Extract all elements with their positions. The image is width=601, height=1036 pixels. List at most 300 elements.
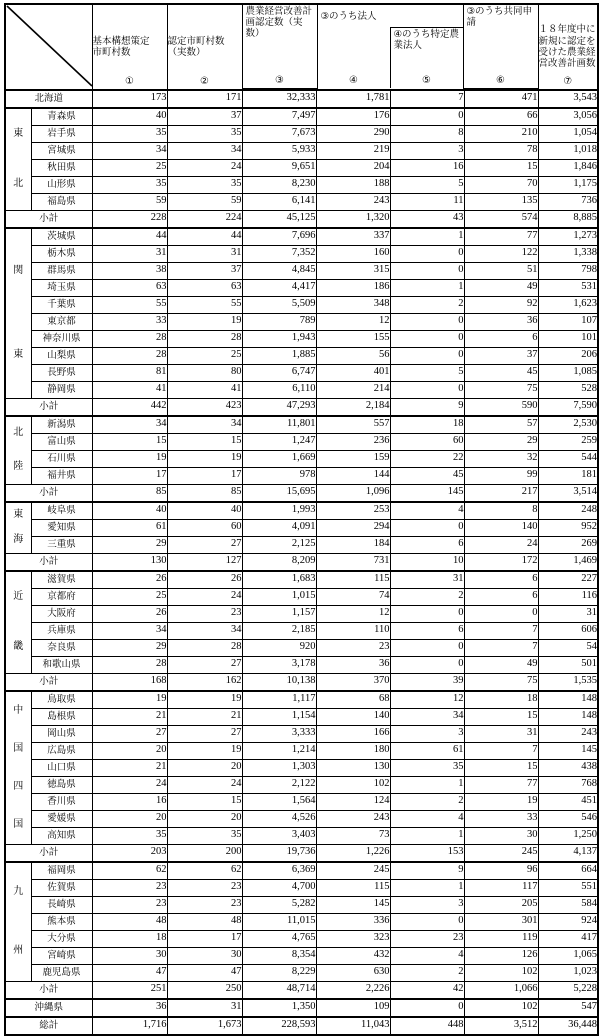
row-col1: 28: [92, 656, 167, 673]
row-col1: 62: [92, 862, 167, 880]
row-col3: 4,765: [242, 930, 316, 947]
row-col3: 2,125: [242, 536, 316, 553]
row-col6: 6: [464, 588, 538, 605]
corner-diagonal-cell: [5, 4, 92, 90]
row-col3: 6,747: [242, 364, 316, 381]
prefecture-label: 奈良県: [31, 639, 92, 656]
row-col3: 9,651: [242, 159, 316, 176]
header-col-1-line: 基本構想策定: [92, 35, 150, 47]
row-col4: 432: [316, 947, 390, 964]
header-col-2: [167, 4, 242, 90]
prefecture-label: 群馬県: [31, 262, 92, 279]
row-col1: 61: [92, 519, 167, 536]
row-col2: 47: [167, 964, 242, 981]
row-col3: 6,141: [242, 193, 316, 210]
subtotal-col3: 10,138: [242, 673, 316, 691]
row-col7: 31: [538, 605, 598, 622]
header-col-4-title: ③のうち法人: [317, 5, 463, 28]
subtotal-col6: 245: [464, 844, 538, 862]
row-col1: 81: [92, 364, 167, 381]
row-col7: 528: [538, 381, 598, 398]
row-col4: 115: [316, 879, 390, 896]
subtotal-col1: 251: [92, 981, 167, 999]
row-col2: 44: [167, 228, 242, 246]
row-col6: 30: [464, 827, 538, 844]
header-col-5-number: ⑤: [422, 75, 431, 87]
row-col5: 35: [390, 759, 464, 776]
header-col-1: [92, 4, 167, 90]
row-col2: 20: [167, 759, 242, 776]
prefecture-label: 大分県: [31, 930, 92, 947]
row-col2: 15: [167, 433, 242, 450]
row-col6: 117: [464, 879, 538, 896]
prefecture-label: 静岡県: [31, 381, 92, 398]
subtotal-col2: 127: [167, 553, 242, 571]
row-col1: 19: [92, 450, 167, 467]
header-col-1-number: ①: [125, 75, 134, 87]
row-col5: 8: [390, 125, 464, 142]
subtotal-col6: 217: [464, 484, 538, 502]
table-row: [5, 622, 598, 639]
row-col7: 2,530: [538, 416, 598, 434]
row-col5: 0: [390, 313, 464, 330]
prefecture-label: 青森県: [31, 108, 92, 126]
subtotal-col3: 15,695: [242, 484, 316, 502]
row-col7: 269: [538, 536, 598, 553]
row-col4: 109: [316, 999, 390, 1017]
row-col6: 301: [464, 913, 538, 930]
total-col6: 3,512: [464, 1017, 538, 1035]
prefecture-label: 高知県: [31, 827, 92, 844]
row-col6: 49: [464, 279, 538, 296]
row-col6: 0: [464, 605, 538, 622]
table-row: [5, 879, 598, 896]
row-col4: 160: [316, 245, 390, 262]
table-row: [5, 964, 598, 981]
table-row: [5, 656, 598, 673]
row-col2: 35: [167, 125, 242, 142]
prefecture-label: 新潟県: [31, 416, 92, 434]
prefecture-label: 熊本県: [31, 913, 92, 930]
header-col-7-line: 新規に認定を: [538, 35, 596, 47]
row-col6: 102: [464, 999, 538, 1017]
prefecture-label: 東京都: [31, 313, 92, 330]
row-col4: 176: [316, 108, 390, 126]
row-col1: 20: [92, 742, 167, 759]
row-col3: 4,526: [242, 810, 316, 827]
subtotal-col6: 172: [464, 553, 538, 571]
row-col5: 7: [390, 90, 464, 108]
total-col4: 11,043: [316, 1017, 390, 1035]
row-col6: 45: [464, 364, 538, 381]
subtotal-col3: 45,125: [242, 210, 316, 228]
table-row: [5, 176, 598, 193]
row-col7: 584: [538, 896, 598, 913]
row-col2: 17: [167, 467, 242, 484]
row-col7: 1,065: [538, 947, 598, 964]
region-label-char: 東: [13, 349, 24, 361]
row-col7: 107: [538, 313, 598, 330]
row-col4: 159: [316, 450, 390, 467]
row-col2: 19: [167, 450, 242, 467]
header-col-7-number: ⑦: [563, 75, 573, 87]
row-col6: 19: [464, 793, 538, 810]
table-row: [5, 347, 598, 364]
region-label-3: [5, 416, 31, 485]
row-col6: 140: [464, 519, 538, 536]
subtotal-col5: 43: [390, 210, 464, 228]
row-col4: 323: [316, 930, 390, 947]
row-col4: 236: [316, 433, 390, 450]
header-col-7: [538, 4, 598, 90]
row-col7: 438: [538, 759, 598, 776]
region-label-char: 畿: [13, 641, 24, 653]
row-col4: 245: [316, 862, 390, 880]
row-col4: 243: [316, 810, 390, 827]
subtotal-col5: 42: [390, 981, 464, 999]
row-col3: 4,700: [242, 879, 316, 896]
row-col6: 471: [464, 90, 538, 108]
table-row: [5, 827, 598, 844]
header-col-2-number: ②: [200, 75, 209, 87]
header-col-1-line: 市町村数: [92, 46, 131, 58]
row-col7: 54: [538, 639, 598, 656]
subtotal-col1: 228: [92, 210, 167, 228]
subtotal-col4: 1,320: [316, 210, 390, 228]
subtotal-row: [5, 553, 598, 571]
header-col-6-number: ⑥: [496, 74, 505, 86]
row-col7: 736: [538, 193, 598, 210]
subtotal-col1: 85: [92, 484, 167, 502]
table-row: [5, 742, 598, 759]
total-col2: 1,673: [167, 1017, 242, 1035]
subtotal-col3: 19,736: [242, 844, 316, 862]
row-col5: 5: [390, 176, 464, 193]
row-col3: 6,369: [242, 862, 316, 880]
prefecture-label: 滋賀県: [31, 571, 92, 589]
row-col1: 25: [92, 588, 167, 605]
row-col7: 417: [538, 930, 598, 947]
row-col3: 1,669: [242, 450, 316, 467]
subtotal-label: 小計: [5, 981, 92, 999]
prefecture-label: 三重県: [31, 536, 92, 553]
row-col3: 1,564: [242, 793, 316, 810]
row-col1: 28: [92, 330, 167, 347]
row-col5: 23: [390, 930, 464, 947]
subtotal-col7: 5,228: [538, 981, 598, 999]
row-col5: 12: [390, 691, 464, 709]
prefecture-label: 佐賀県: [31, 879, 92, 896]
table-row: [5, 588, 598, 605]
row-col6: 66: [464, 108, 538, 126]
prefecture-label: 大阪府: [31, 605, 92, 622]
subtotal-row: [5, 484, 598, 502]
row-col2: 21: [167, 708, 242, 725]
table-row: [5, 364, 598, 381]
total-col7: 36,448: [538, 1017, 598, 1035]
prefecture-label: 山口県: [31, 759, 92, 776]
row-col6: 96: [464, 862, 538, 880]
row-col4: 130: [316, 759, 390, 776]
row-col3: 1,015: [242, 588, 316, 605]
header-col-5-line: ④のうち特定: [393, 29, 450, 40]
subtotal-col5: 10: [390, 553, 464, 571]
row-col6: 8: [464, 502, 538, 520]
row-col5: 61: [390, 742, 464, 759]
region-label-char: 九: [13, 886, 24, 898]
row-col3: 4,417: [242, 279, 316, 296]
row-col2: 62: [167, 862, 242, 880]
row-col6: 51: [464, 262, 538, 279]
row-col4: 110: [316, 622, 390, 639]
prefecture-label: 岐阜県: [31, 502, 92, 520]
row-col1: 59: [92, 193, 167, 210]
table-row: [5, 759, 598, 776]
region-label-char: 関: [13, 264, 24, 276]
total-row: [5, 1017, 598, 1035]
row-col3: 7,497: [242, 108, 316, 126]
row-col7: 101: [538, 330, 598, 347]
prefecture-label: 秋田県: [31, 159, 92, 176]
row-col2: 28: [167, 330, 242, 347]
row-col5: 2: [390, 793, 464, 810]
prefecture-label: 和歌山県: [31, 656, 92, 673]
header-col-2-line: （実数）: [167, 46, 206, 58]
row-col1: 18: [92, 930, 167, 947]
row-col4: 348: [316, 296, 390, 313]
table-row: [5, 296, 598, 313]
row-col7: 606: [538, 622, 598, 639]
row-col2: 59: [167, 193, 242, 210]
row-col7: 531: [538, 279, 598, 296]
row-col5: 9: [390, 862, 464, 880]
row-col7: 243: [538, 725, 598, 742]
prefecture-label: 長野県: [31, 364, 92, 381]
subtotal-col7: 7,590: [538, 398, 598, 416]
subtotal-col7: 1,535: [538, 673, 598, 691]
subtotal-col6: 1,066: [464, 981, 538, 999]
table-row: [5, 725, 598, 742]
row-col5: 16: [390, 159, 464, 176]
table-row: [5, 433, 598, 450]
row-col6: 15: [464, 759, 538, 776]
row-col4: 401: [316, 364, 390, 381]
table-row: [5, 245, 598, 262]
row-col6: 99: [464, 467, 538, 484]
table-row: [5, 913, 598, 930]
row-col2: 60: [167, 519, 242, 536]
row-col7: 768: [538, 776, 598, 793]
subtotal-col5: 145: [390, 484, 464, 502]
row-col2: 55: [167, 296, 242, 313]
row-col1: 23: [92, 879, 167, 896]
row-col1: 40: [92, 502, 167, 520]
row-col1: 63: [92, 279, 167, 296]
row-col1: 24: [92, 776, 167, 793]
row-col1: 16: [92, 793, 167, 810]
table-row: [5, 313, 598, 330]
row-col2: 19: [167, 742, 242, 759]
region-label-char: 四: [13, 780, 24, 792]
row-col7: 145: [538, 742, 598, 759]
subtotal-col5: 153: [390, 844, 464, 862]
row-col7: 952: [538, 519, 598, 536]
header-col-3-line: （実数）: [245, 17, 303, 40]
row-col2: 37: [167, 108, 242, 126]
table-row: [5, 90, 598, 108]
row-col6: 126: [464, 947, 538, 964]
prefecture-label: 広島県: [31, 742, 92, 759]
row-col7: 3,056: [538, 108, 598, 126]
row-col3: 11,015: [242, 913, 316, 930]
row-col2: 24: [167, 588, 242, 605]
region-label-char: 国: [13, 818, 24, 830]
row-col4: 115: [316, 571, 390, 589]
subtotal-col5: 9: [390, 398, 464, 416]
region-label-char: 近: [13, 590, 24, 602]
header-col-3-line: 農業経営改善: [245, 6, 303, 17]
row-col4: 12: [316, 605, 390, 622]
table-row: [5, 450, 598, 467]
row-col5: 4: [390, 810, 464, 827]
subtotal-row: [5, 981, 598, 999]
subtotal-label: 小計: [5, 673, 92, 691]
subtotal-row: [5, 398, 598, 416]
row-col2: 19: [167, 691, 242, 709]
table-row: [5, 467, 598, 484]
row-col4: 214: [316, 381, 390, 398]
subtotal-col7: 1,469: [538, 553, 598, 571]
row-col5: 4: [390, 502, 464, 520]
row-col6: 7: [464, 742, 538, 759]
table-row: [5, 125, 598, 142]
subtotal-col7: 8,885: [538, 210, 598, 228]
prefecture-label: 北海道: [5, 90, 92, 108]
row-col7: 148: [538, 691, 598, 709]
row-col1: 21: [92, 708, 167, 725]
row-col2: 17: [167, 930, 242, 947]
row-col3: 1,154: [242, 708, 316, 725]
region-label-char: 陸: [13, 460, 24, 472]
row-col6: 29: [464, 433, 538, 450]
row-col3: 5,282: [242, 896, 316, 913]
row-col6: 6: [464, 571, 538, 589]
row-col5: 3: [390, 142, 464, 159]
row-col3: 4,091: [242, 519, 316, 536]
row-col2: 24: [167, 776, 242, 793]
total-col1: 1,716: [92, 1017, 167, 1035]
row-col7: 206: [538, 347, 598, 364]
row-col5: 0: [390, 108, 464, 126]
table-row: [5, 279, 598, 296]
prefecture-label: 愛知県: [31, 519, 92, 536]
total-label: 総計: [5, 1017, 92, 1035]
table-row: [5, 381, 598, 398]
header-col-7-line: 受けた農業経: [538, 46, 596, 58]
subtotal-label: 小計: [5, 398, 92, 416]
row-col4: 557: [316, 416, 390, 434]
subtotal-col1: 168: [92, 673, 167, 691]
prefecture-label: 石川県: [31, 450, 92, 467]
subtotal-col2: 250: [167, 981, 242, 999]
table-row: [5, 571, 598, 589]
row-col6: 15: [464, 159, 538, 176]
row-col5: 0: [390, 519, 464, 536]
row-col6: 36: [464, 313, 538, 330]
subtotal-col7: 3,514: [538, 484, 598, 502]
row-col4: 155: [316, 330, 390, 347]
row-col1: 44: [92, 228, 167, 246]
row-col2: 24: [167, 159, 242, 176]
row-col2: 35: [167, 827, 242, 844]
row-col7: 664: [538, 862, 598, 880]
row-col2: 34: [167, 416, 242, 434]
row-col5: 0: [390, 999, 464, 1017]
subtotal-col6: 590: [464, 398, 538, 416]
row-col3: 7,673: [242, 125, 316, 142]
subtotal-col6: 75: [464, 673, 538, 691]
row-col1: 38: [92, 262, 167, 279]
table-row: [5, 502, 598, 520]
region-label-char: 東: [13, 509, 24, 521]
prefecture-label: 神奈川県: [31, 330, 92, 347]
row-col4: 145: [316, 896, 390, 913]
subtotal-col2: 224: [167, 210, 242, 228]
row-col5: 1: [390, 827, 464, 844]
row-col7: 181: [538, 467, 598, 484]
subtotal-label: 小計: [5, 484, 92, 502]
row-col4: 337: [316, 228, 390, 246]
row-col4: 23: [316, 639, 390, 656]
row-col2: 34: [167, 142, 242, 159]
row-col2: 80: [167, 364, 242, 381]
row-col3: 8,229: [242, 964, 316, 981]
row-col6: 7: [464, 622, 538, 639]
header-col-5-line: 農業法人: [393, 29, 460, 52]
row-col3: 8,230: [242, 176, 316, 193]
row-col4: 1,781: [316, 90, 390, 108]
prefecture-label: 茨城県: [31, 228, 92, 246]
row-col5: 34: [390, 708, 464, 725]
row-col1: 26: [92, 605, 167, 622]
row-col5: 2: [390, 964, 464, 981]
row-col7: 1,054: [538, 125, 598, 142]
row-col1: 48: [92, 913, 167, 930]
table-row: [5, 708, 598, 725]
row-col6: 33: [464, 810, 538, 827]
prefecture-label: 鹿児島県: [31, 964, 92, 981]
row-col1: 26: [92, 571, 167, 589]
row-col3: 7,352: [242, 245, 316, 262]
prefecture-label: 徳島県: [31, 776, 92, 793]
row-col6: 205: [464, 896, 538, 913]
prefecture-label: 京都府: [31, 588, 92, 605]
row-col4: 102: [316, 776, 390, 793]
table-row: [5, 793, 598, 810]
prefecture-label: 岩手県: [31, 125, 92, 142]
row-col5: 1: [390, 879, 464, 896]
row-col3: 3,333: [242, 725, 316, 742]
row-col2: 30: [167, 947, 242, 964]
prefecture-label: 長崎県: [31, 896, 92, 913]
row-col1: 29: [92, 639, 167, 656]
table-row: [5, 536, 598, 553]
row-col3: 8,354: [242, 947, 316, 964]
table-row: [5, 896, 598, 913]
row-col7: 1,338: [538, 245, 598, 262]
row-col7: 451: [538, 793, 598, 810]
row-col2: 40: [167, 502, 242, 520]
